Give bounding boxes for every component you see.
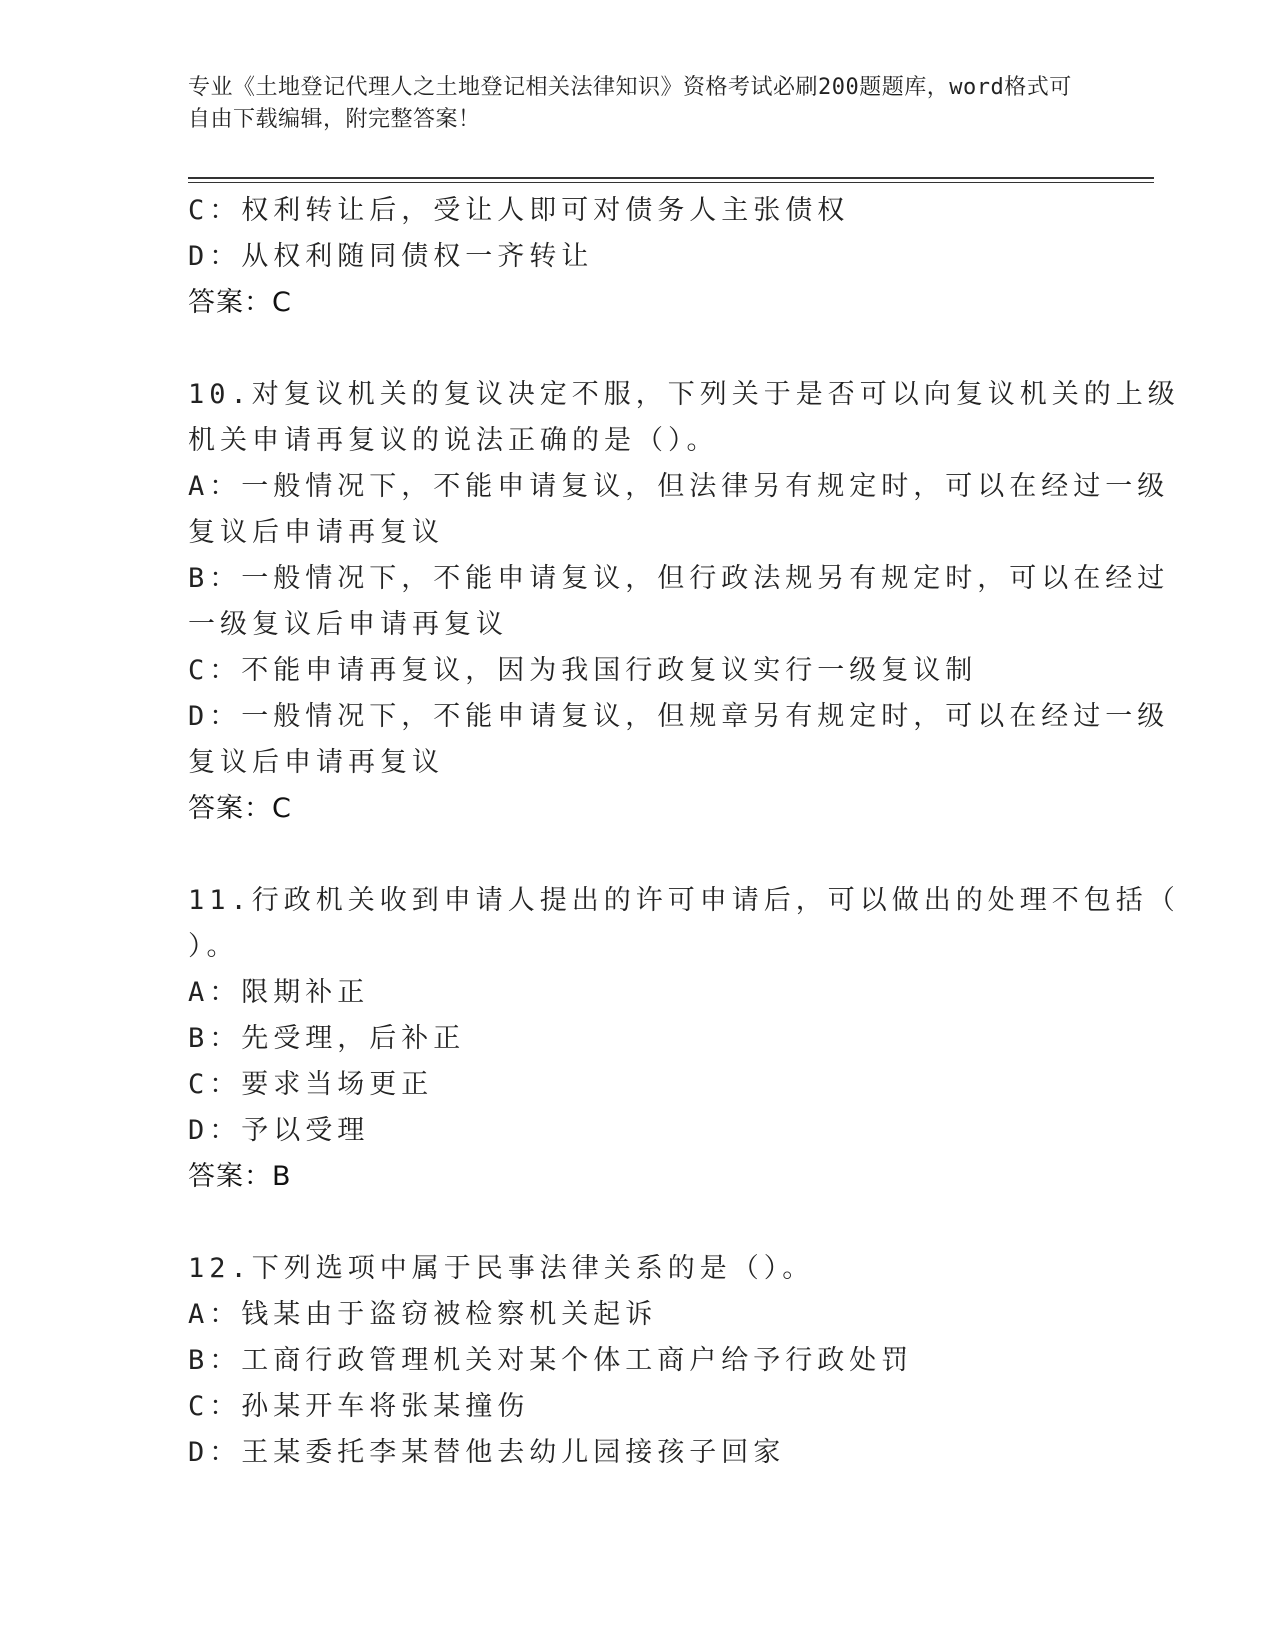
answer: 答案：C (188, 287, 292, 318)
question-stem-continued: ）。 (188, 931, 239, 962)
option-d: D：王某委托李某替他去幼儿园接孩子回家 (188, 1437, 786, 1468)
option-b: B：先受理，后补正 (188, 1023, 466, 1054)
spacer (188, 832, 1088, 878)
answer: 答案：C (188, 793, 292, 824)
question-11 (188, 878, 1180, 1200)
answer: 答案：B (188, 1161, 292, 1192)
header-divider-thick (188, 177, 1154, 179)
option-c: C：权利转让后，受让人即可对债务人主张债权 (188, 195, 850, 226)
option-a-continued: 复议后申请再复议 (188, 517, 444, 548)
option-d: D：从权利随同债权一齐转让 (188, 241, 594, 272)
document-header: 专业《土地登记代理人之土地登记相关法律知识》资格考试必刷200题题库，word格式可自由下载编辑，附完整答案！ (188, 75, 1072, 132)
option-a: A：限期补正 (188, 977, 370, 1008)
option-a: A：一般情况下，不能申请复议，但法律另有规定时，可以在经过一级 (188, 471, 1170, 502)
option-b-continued: 一级复议后申请再复议 (188, 609, 508, 640)
option-c: C：孙某开车将张某撞伤 (188, 1391, 530, 1422)
question-9-tail (188, 188, 1088, 326)
question-10 (188, 372, 1180, 832)
option-d: D：一般情况下，不能申请复议，但规章另有规定时，可以在经过一级 (188, 701, 1170, 732)
question-stem: 10.对复议机关的复议决定不服，下列关于是否可以向复议机关的上级 (188, 379, 1180, 410)
option-b: B：一般情况下，不能申请复议，但行政法规另有规定时，可以在经过 (188, 563, 1170, 594)
option-d: D：予以受理 (188, 1115, 370, 1146)
spacer (188, 1200, 1088, 1246)
option-d-continued: 复议后申请再复议 (188, 747, 444, 778)
option-c: C：要求当场更正 (188, 1069, 434, 1100)
option-c: C：不能申请再复议，因为我国行政复议实行一级复议制 (188, 655, 978, 686)
option-a: A：钱某由于盗窃被检察机关起诉 (188, 1299, 658, 1330)
header-divider-thin (188, 182, 1154, 183)
question-content (188, 188, 1180, 1476)
option-b: B：工商行政管理机关对某个体工商户给予行政处罚 (188, 1345, 914, 1376)
question-stem: 11.行政机关收到申请人提出的许可申请后，可以做出的处理不包括（ (188, 885, 1180, 916)
question-stem: 12.下列选项中属于民事法律关系的是（）。 (188, 1253, 815, 1284)
spacer (188, 326, 1088, 372)
question-stem-continued: 机关申请再复议的说法正确的是（）。 (188, 425, 719, 456)
question-12 (188, 1246, 1088, 1476)
